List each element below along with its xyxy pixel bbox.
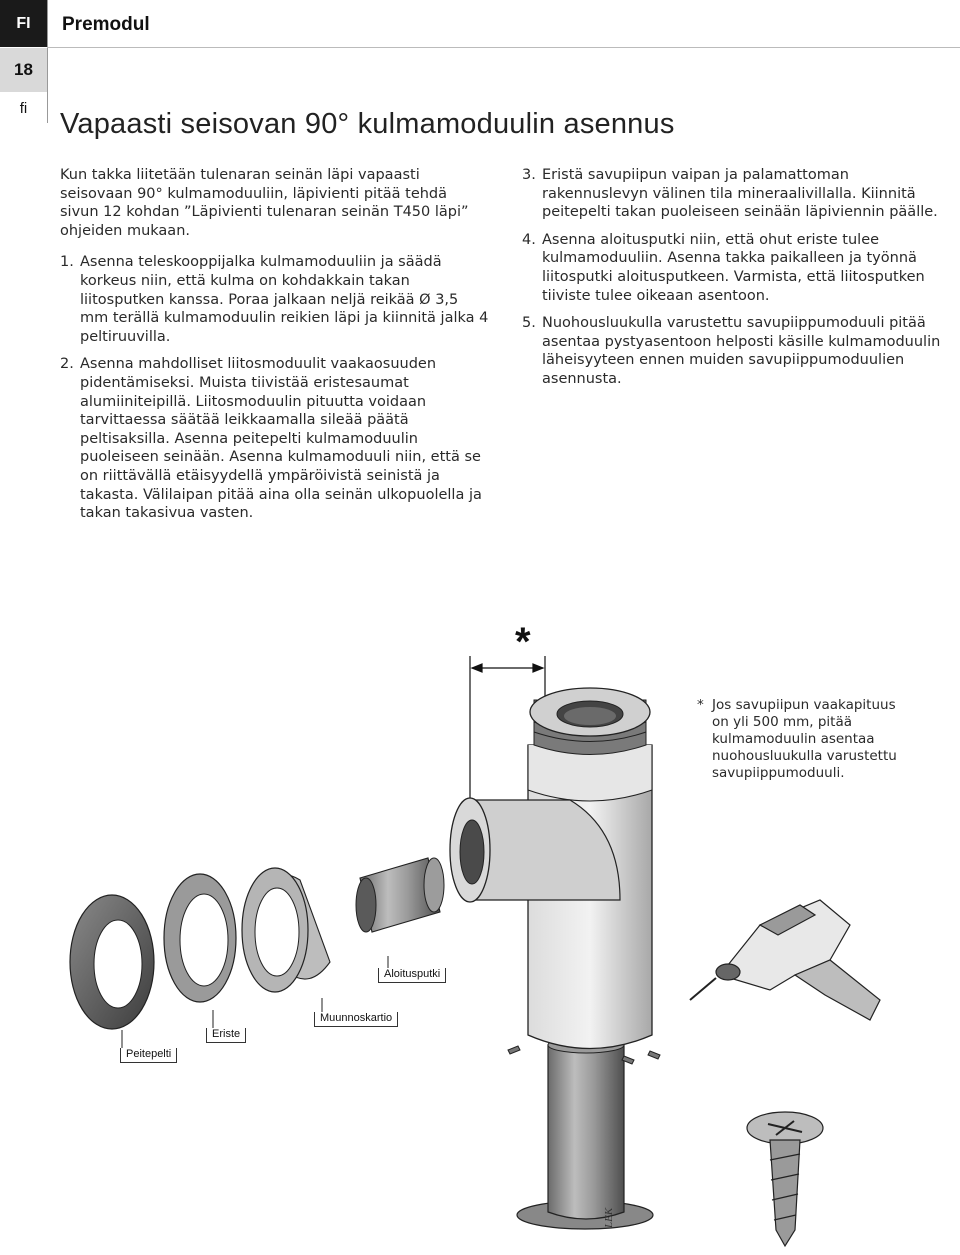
label-muunnoskartio: Muunnoskartio [314, 1012, 398, 1027]
intro-paragraph: Kun takka liitetään tulenaran seinän läpi vapaasti seisovaan 90° kulmamoduuliin, läpivienti pitää tehdä sivun 12 kohdan ”Läpivienti tulenaran seinän T450 läpi” ohjeiden mukaan. [60, 167, 469, 239]
step-text: Nuohousluukulla varustettu savupiippumoduuli pitää asentaa pystyasentoon helposti käsille kulmamoduulin läheisyyteen ennen muiden savupiippumoduulien asennusta. [542, 315, 941, 387]
language-tab: FI [0, 0, 47, 47]
step-number: 5. [522, 315, 536, 332]
step-text: Asenna aloitusputki niin, että ohut eriste tulee kulmamoduuliin. Asenna takka paikalleen ja työnnä liitosputki aloitusputkeen. Varmista, että liitosputken tiiviste tulee oikeaan asentoon. [542, 231, 925, 304]
drill-icon [690, 900, 880, 1020]
right-column [522, 166, 952, 398]
label-aloitusputki: Aloitusputki [378, 968, 446, 983]
step-2 [60, 355, 490, 522]
asterisk-marker: * [515, 620, 531, 664]
step-number: 3. [522, 167, 536, 183]
telescopic-leg [548, 1045, 624, 1219]
cover-plate [70, 895, 154, 1029]
step-1 [60, 253, 490, 346]
step-3 [522, 166, 952, 222]
header-rule [47, 47, 960, 48]
language-code: fi [0, 93, 48, 123]
footnote [697, 697, 912, 782]
step-number: 1. [60, 254, 74, 271]
step-number: 2. [60, 356, 74, 373]
footnote-star: * [697, 697, 704, 713]
step-number: 4. [522, 231, 536, 248]
lek-logo: LEK [603, 1207, 615, 1228]
label-eriste: Eriste [206, 1028, 246, 1043]
section-title: Premodul [62, 14, 150, 35]
step-4 [522, 231, 952, 305]
page-number: 18 [0, 48, 47, 92]
footnote-text: Jos savupiipun vaakapituus on yli 500 mm, pitää kulmamoduulin asentaa nuohousluukulla varustettu savupiippumoduuli. [712, 697, 897, 781]
tab-divider [47, 0, 48, 123]
step-5 [522, 314, 952, 388]
page-title: Vapaasti seisovan 90° kulmamoduulin asennus [60, 108, 675, 140]
step-text: Eristä savupiipun vaipan ja palamattoman rakennuslevyn välinen tila mineraalivillalla. Kiinnitä peitepelti takan puoleiseen seinään läpiviennin päälle. [542, 167, 938, 221]
reducer-cone [242, 868, 330, 992]
step-text: Asenna mahdolliset liitosmoduulit vaakaosuuden pidentämiseksi. Muista tiivistää eristesaumat alumiiniteipillä. Liitosmoduulin pituutta voidaan tarvittaessa säätää leikkaamalla sileää päätä peltisaksilla. Asenna peitepelti kulmamoduulin puoleiseen seinään. Asenna kulmamoduuli niin, että se on riittävällä etäisyydellä ympäröivistä seinistä ja takasta. Välilaipan pitää aina olla seinän ulkopuolella ja takan takasivua vasten. [80, 356, 482, 522]
label-peitepelti: Peitepelti [120, 1048, 177, 1063]
step-text: Asenna teleskooppijalka kulmamoduuliin ja säädä korkeus niin, että kulma on kohdakkain takan liitosputken kanssa. Poraa jalkaan neljä reikää Ø 3,5 mm terällä kulmamoduulin reikien läpi ja kiinnitä jalka 4 peltiruuvilla. [80, 254, 489, 345]
insulation-ring [164, 874, 236, 1002]
start-pipe [356, 858, 444, 932]
left-column [60, 166, 490, 532]
screw-closeup-icon [747, 1112, 823, 1246]
